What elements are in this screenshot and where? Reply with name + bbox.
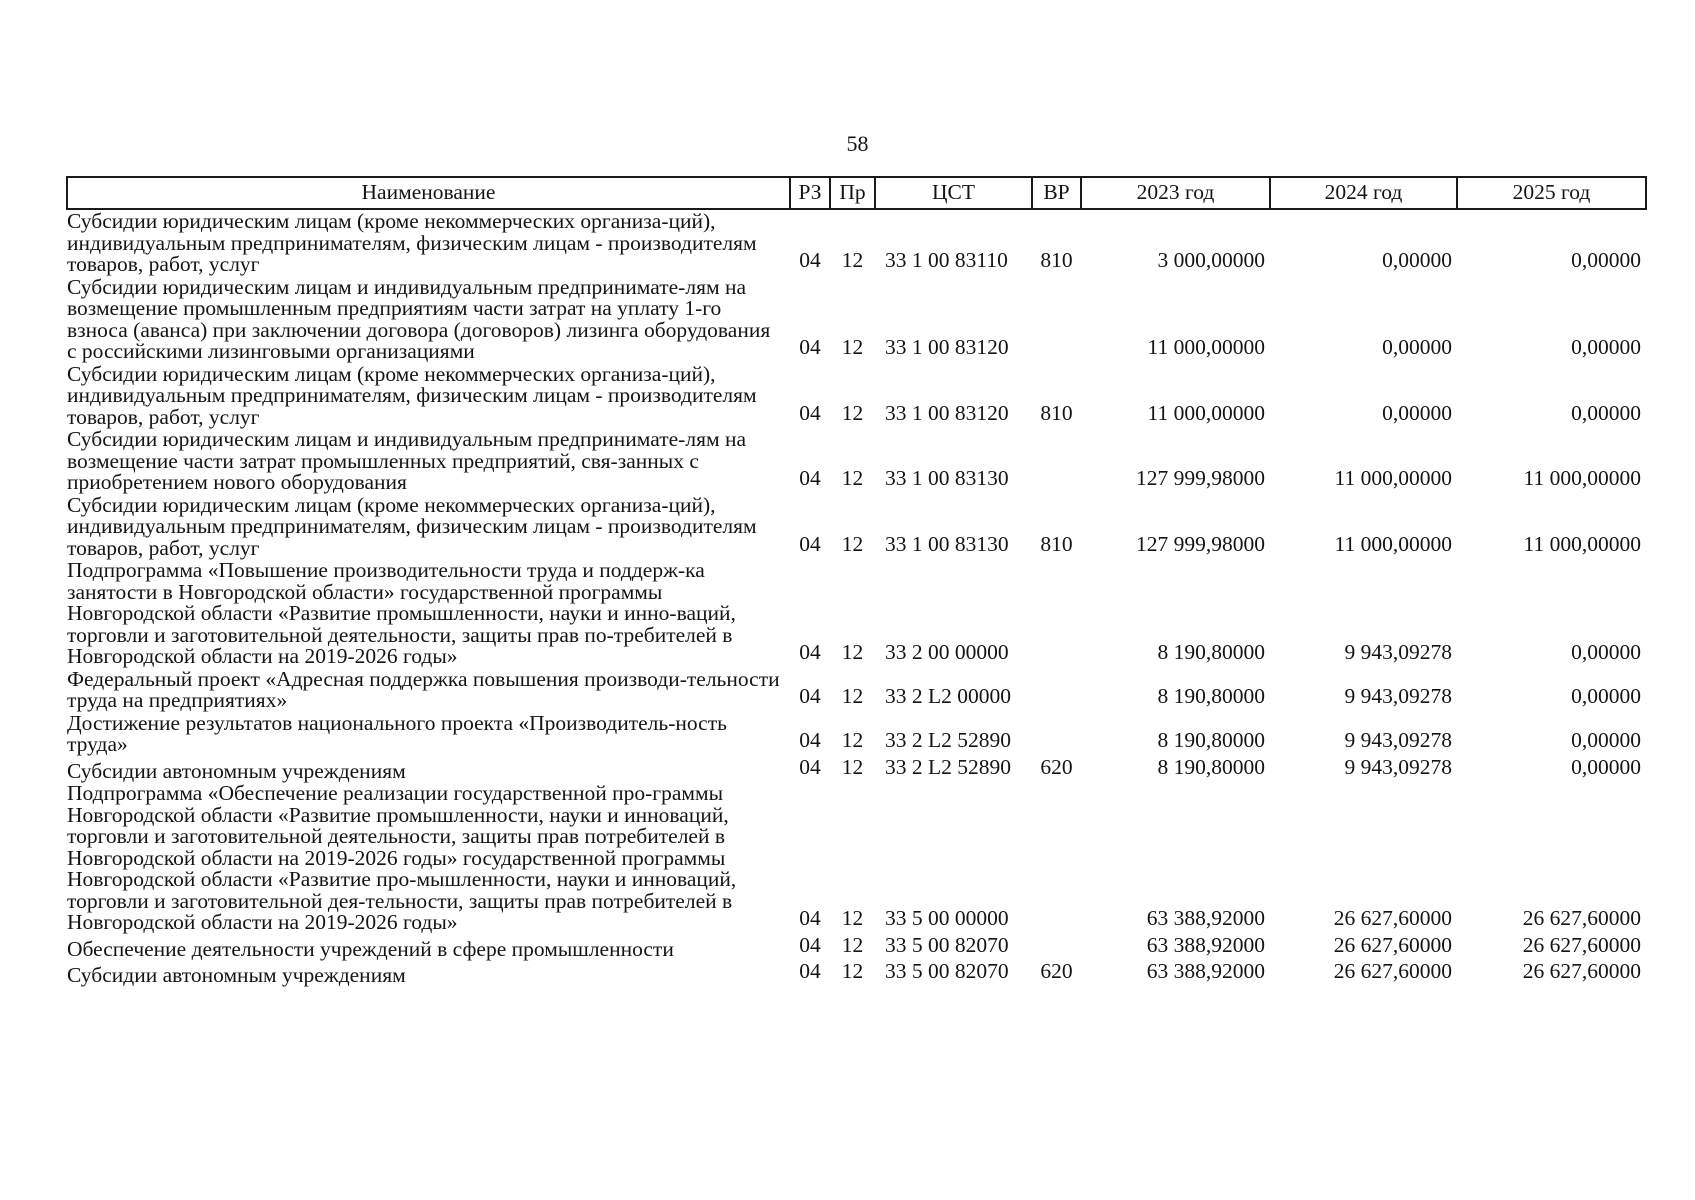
row-rz: 04 [799, 335, 821, 359]
row-cst: 33 5 00 82070 [885, 959, 1009, 983]
row-2024: 26 627,60000 [1333, 959, 1452, 983]
header-2024: 2024 год [1270, 177, 1457, 209]
table-row [67, 934, 1646, 961]
row-2023: 11 000,00000 [1147, 400, 1265, 425]
row-2023: 8 190,80000 [1157, 754, 1265, 779]
row-name: Подпрограмма «Повышение производительности труда и поддерж-ка занятости в Новгородской области» государственной программы Новгородской области «Развитие промышленности, науки и инно-ваций, торговли и заготовительной деятельности, защиты прав по-требителей в Новгородской области на 2019-2026 годы» [67, 558, 736, 668]
row-pr: 12 [841, 959, 864, 983]
row-2024: 9 943,09278 [1344, 754, 1452, 779]
header-2023: 2023 год [1081, 177, 1270, 209]
row-2025: 26 627,60000 [1522, 906, 1641, 930]
row-vr: 620 [1040, 754, 1073, 779]
row-vr: 810 [1040, 400, 1073, 425]
row-cst: 33 5 00 00000 [885, 906, 1009, 930]
table-row [67, 559, 1646, 668]
row-name: Субсидии юридическим лицам и индивидуальным предпринимате-лям на возмещение промышленным предприятиям части затрат на уплату 1-го взноса (аванса) при заключении договора (договоров) лизинга оборудования с российскими лизинговыми организациями [67, 274, 771, 363]
row-pr: 12 [841, 248, 864, 272]
row-pr: 12 [841, 728, 864, 752]
row-rz: 04 [799, 466, 821, 490]
table-row [67, 363, 1646, 429]
row-2024: 0,00000 [1382, 248, 1452, 272]
table-row [67, 960, 1646, 987]
row-vr: 810 [1040, 248, 1073, 272]
row-cst: 33 2 L2 00000 [885, 684, 1012, 708]
header-name: Наименование [67, 177, 790, 209]
row-name: Обеспечение деятельности учреждений в сфере промышленности [67, 936, 674, 961]
row-pr: 12 [841, 400, 864, 425]
row-rz: 04 [799, 959, 821, 983]
page-number: 58 [846, 131, 869, 156]
row-vr: 810 [1040, 531, 1073, 556]
row-cst: 33 1 00 83130 [885, 466, 1009, 490]
row-vr: 620 [1040, 959, 1073, 983]
row-rz: 04 [799, 754, 821, 779]
row-2023: 63 388,92000 [1146, 906, 1265, 930]
row-name: Субсидии юридическим лицам (кроме некоммерческих организа-ций), индивидуальным предпринимателям, физическим лицам - производителям товаров, работ, услуг [67, 209, 757, 276]
row-2023: 8 190,80000 [1157, 684, 1265, 708]
row-2025: 0,00000 [1571, 684, 1641, 708]
row-2024: 0,00000 [1382, 400, 1452, 425]
row-2024: 9 943,09278 [1344, 684, 1452, 708]
row-pr: 12 [841, 335, 864, 359]
row-name: Субсидии юридическим лицам и индивидуальным предпринимате-лям на возмещение части затрат промышленных предприятий, свя-занных с приобретением нового оборудования [67, 427, 746, 494]
row-2025: 11 000,00000 [1523, 531, 1641, 556]
row-cst: 33 2 L2 52890 [885, 728, 1012, 752]
row-2024: 9 943,09278 [1344, 728, 1452, 752]
row-2023: 63 388,92000 [1146, 932, 1265, 957]
row-2024: 9 943,09278 [1344, 640, 1452, 664]
row-2023: 11 000,00000 [1147, 335, 1265, 359]
row-2024: 11 000,00000 [1334, 531, 1452, 556]
row-rz: 04 [799, 640, 821, 664]
row-name: Субсидии юридическим лицам (кроме некоммерческих организа-ций), индивидуальным предпринимателям, физическим лицам - производителям товаров, работ, услуг [67, 361, 757, 429]
row-rz: 04 [799, 906, 821, 930]
row-rz: 04 [799, 531, 821, 556]
row-cst: 33 1 00 83120 [885, 335, 1009, 359]
row-2024: 26 627,60000 [1333, 906, 1452, 930]
row-rz: 04 [799, 248, 821, 272]
row-vr [1032, 559, 1081, 668]
row-name: Достижение результатов национального проекта «Производитель-ность труда» [67, 710, 727, 756]
row-cst: 33 2 00 00000 [885, 640, 1009, 664]
row-vr [1032, 428, 1081, 494]
row-2024: 0,00000 [1382, 335, 1452, 359]
row-2023: 3 000,00000 [1157, 248, 1265, 272]
table-row [67, 494, 1646, 560]
table-row [67, 428, 1646, 494]
row-cst: 33 1 00 83130 [885, 531, 1009, 556]
row-name: Субсидии автономным учреждениям [67, 758, 406, 783]
row-2025: 0,00000 [1571, 640, 1641, 664]
row-name: Субсидии автономным учреждениям [67, 963, 406, 987]
row-pr: 12 [841, 640, 864, 664]
row-name: Подпрограмма «Обеспечение реализации государственной про-граммы Новгородской области «Развитие промышленности, науки и инноваций, торговли и заготовительной деятельности, защиты прав потребителей в Новгородской области на 2019-2026 годы» государственной программы Новгородской области «Развитие про-мышленности, науки и инноваций, торговли и заготовительной дея-тельности, защиты прав потребителей в Новгородской области на 2019-2026 годы» [67, 781, 737, 934]
row-pr: 12 [841, 466, 864, 490]
row-name: Федеральный проект «Адресная поддержка повышения производи-тельности труда на предприятиях» [67, 666, 780, 712]
row-2023: 127 999,98000 [1136, 531, 1265, 556]
row-cst: 33 1 00 83110 [885, 248, 1008, 272]
table-header-row [67, 177, 1646, 209]
header-pr: Пр [830, 177, 875, 209]
row-name: Субсидии юридическим лицам (кроме некоммерческих организа-ций), индивидуальным предпринимателям, физическим лицам - производителям товаров, работ, услуг [67, 492, 757, 560]
table-row [67, 209, 1646, 276]
row-pr: 12 [841, 754, 864, 779]
row-vr [1032, 712, 1081, 756]
table-row [67, 668, 1646, 712]
row-cst: 33 1 00 83120 [885, 400, 1009, 425]
header-cst: ЦСТ [875, 177, 1032, 209]
row-pr: 12 [841, 531, 864, 556]
row-2025: 0,00000 [1571, 248, 1641, 272]
row-2023: 127 999,98000 [1136, 466, 1265, 490]
row-rz: 04 [799, 400, 821, 425]
row-2023: 63 388,92000 [1146, 959, 1265, 983]
row-2023: 8 190,80000 [1157, 728, 1265, 752]
table-row [67, 756, 1646, 783]
row-vr [1032, 668, 1081, 712]
row-rz: 04 [799, 728, 821, 752]
row-2024: 11 000,00000 [1334, 466, 1452, 490]
table-row [67, 276, 1646, 363]
row-2023: 8 190,80000 [1157, 640, 1265, 664]
row-2024: 26 627,60000 [1333, 932, 1452, 957]
row-2025: 0,00000 [1571, 400, 1641, 425]
row-cst: 33 5 00 82070 [885, 932, 1009, 957]
row-2025: 26 627,60000 [1522, 959, 1641, 983]
budget-table [66, 176, 1647, 987]
row-2025: 26 627,60000 [1522, 932, 1641, 957]
row-vr [1032, 276, 1081, 363]
row-pr: 12 [841, 906, 864, 930]
row-cst: 33 2 L2 52890 [885, 754, 1012, 779]
header-rz: РЗ [790, 177, 830, 209]
row-pr: 12 [841, 932, 864, 957]
row-pr: 12 [841, 684, 864, 708]
table-row [67, 782, 1646, 934]
row-2025: 11 000,00000 [1523, 466, 1641, 490]
row-2025: 0,00000 [1571, 754, 1641, 779]
row-rz: 04 [799, 684, 821, 708]
row-rz: 04 [799, 932, 821, 957]
table-row [67, 712, 1646, 756]
row-2025: 0,00000 [1571, 335, 1641, 359]
header-2025: 2025 год [1457, 177, 1646, 209]
row-2025: 0,00000 [1571, 728, 1641, 752]
header-vr: ВР [1032, 177, 1081, 209]
row-vr [1032, 782, 1081, 934]
row-vr [1032, 934, 1081, 961]
